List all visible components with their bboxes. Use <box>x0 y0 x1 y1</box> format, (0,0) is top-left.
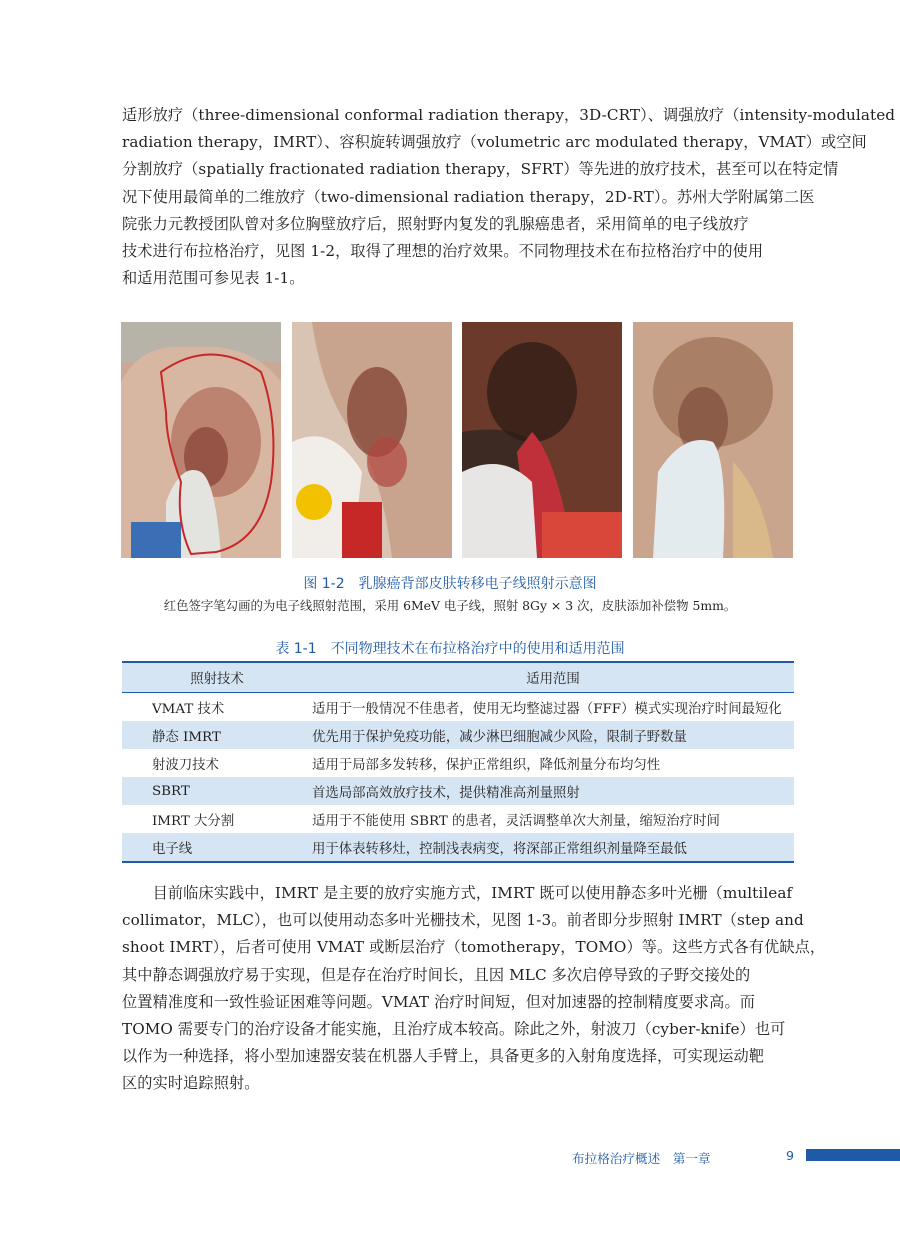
body-paragraph-1 <box>122 102 896 292</box>
table-cell: 适用于不能使用 SBRT 的患者，灵活调整单次大剂量，缩短治疗时间 <box>312 813 720 829</box>
table-row <box>122 721 794 749</box>
column-header: 照射技术 <box>122 662 312 693</box>
text-line: 以作为一种选择，将小型加速器安装在机器人手臂上，具备更多的入射角度选择，可实现运动靶 <box>122 1047 765 1066</box>
text-line: 区的实时追踪照射。 <box>122 1074 260 1093</box>
text-line: radiation therapy，IMRT）、容积旋转调强放疗（volumetric arc modulated therapy，VMAT）或空间 <box>122 133 867 152</box>
text-line: 其中静态调强放疗易于实现，但是存在治疗时间长，且因 MLC 多次启停导致的子野交接处的 <box>122 965 751 984</box>
text-line: shoot IMRT），后者可使用 VMAT 或断层治疗（tomotherapy，TOMO）等。这些方式各有优缺点， <box>122 938 826 957</box>
body-paragraph-2 <box>122 880 826 1098</box>
clinical-photo-3 <box>462 322 622 558</box>
text-line: TOMO 需要专门的治疗设备才能实施，且治疗成本较高。除此之外，射波刀（cyber-knife）也可 <box>122 1020 786 1039</box>
text-line: 和适用范围可参见表 1-1。 <box>122 269 305 288</box>
figure-photo-strip <box>121 322 794 558</box>
text-line: 目前临床实践中，IMRT 是主要的放疗实施方式，IMRT 既可以使用静态多叶光栅（multileaf <box>122 884 793 902</box>
techniques-table <box>122 661 794 863</box>
column-header: 适用范围 <box>312 662 794 693</box>
clinical-photo-2 <box>292 322 452 558</box>
table-cell: 用于体表转移灶，控制浅表病变，将深部正常组织剂量降至最低 <box>312 833 794 862</box>
figure-caption: 红色签字笔勾画的为电子线照射范围，采用 6MeV 电子线，照射 8Gy × 3 次，皮肤添加补偿物 5mm。 <box>163 598 737 613</box>
table-cell: SBRT <box>122 777 312 805</box>
table-row <box>122 833 794 862</box>
table-cell: 静态 IMRT <box>122 721 312 749</box>
running-footer: 布拉格治疗概述 第一章 <box>572 1151 711 1166</box>
clinical-photo-1 <box>121 322 281 558</box>
clinical-photo-4 <box>633 322 793 558</box>
table-row <box>122 805 794 833</box>
table-cell: 首选局部高效放疗技术，提供精准高剂量照射 <box>312 777 794 805</box>
table-cell: 适用于局部多发转移，保护正常组织，降低剂量分布均匀性 <box>312 757 661 773</box>
footer-accent-bar <box>806 1149 900 1161</box>
table-row <box>122 777 794 805</box>
figure-title: 图 1-2 乳腺癌背部皮肤转移电子线照射示意图 <box>303 576 597 592</box>
table-cell: 电子线 <box>122 833 312 862</box>
table-row <box>122 749 794 777</box>
table-cell: VMAT 技术 <box>152 701 225 717</box>
text-line: 位置精准度和一致性验证困难等问题。VMAT 治疗时间短，但对加速器的控制精度要求高。而 <box>122 992 756 1011</box>
page-number: 9 <box>786 1148 795 1163</box>
table-cell: 优先用于保护免疫功能，减少淋巴细胞减少风险，限制子野数量 <box>312 721 794 749</box>
text-line: 技术进行布拉格治疗，见图 1-2，取得了理想的治疗效果。不同物理技术在布拉格治疗中的使用 <box>122 242 764 261</box>
text-line: 院张力元教授团队曾对多位胸壁放疗后，照射野内复发的乳腺癌患者，采用简单的电子线放疗 <box>122 214 749 233</box>
table-cell: IMRT 大分割 <box>152 813 235 829</box>
table-cell: 适用于一般情况不佳患者，使用无均整滤过器（FFF）模式实现治疗时间最短化 <box>312 701 782 717</box>
text-line: collimator，MLC），也可以使用动态多叶光栅技术，见图 1-3。前者即分步照射 IMRT（step and <box>122 911 804 930</box>
table-header-row <box>122 662 794 693</box>
table-cell: 射波刀技术 <box>152 757 219 773</box>
table-row <box>122 693 794 722</box>
text-line: 分割放疗（spatially fractionated radiation therapy，SFRT）等先进的放疗技术，甚至可以在特定情 <box>122 160 839 179</box>
table-title: 表 1-1 不同物理技术在布拉格治疗中的使用和适用范围 <box>275 641 625 657</box>
text-line: 况下使用最简单的二维放疗（two-dimensional radiation therapy，2D-RT）。苏州大学附属第二医 <box>122 187 815 206</box>
text-line: 适形放疗（three-dimensional conformal radiation therapy，3D-CRT）、调强放疗（intensity-modulated <box>122 106 896 124</box>
